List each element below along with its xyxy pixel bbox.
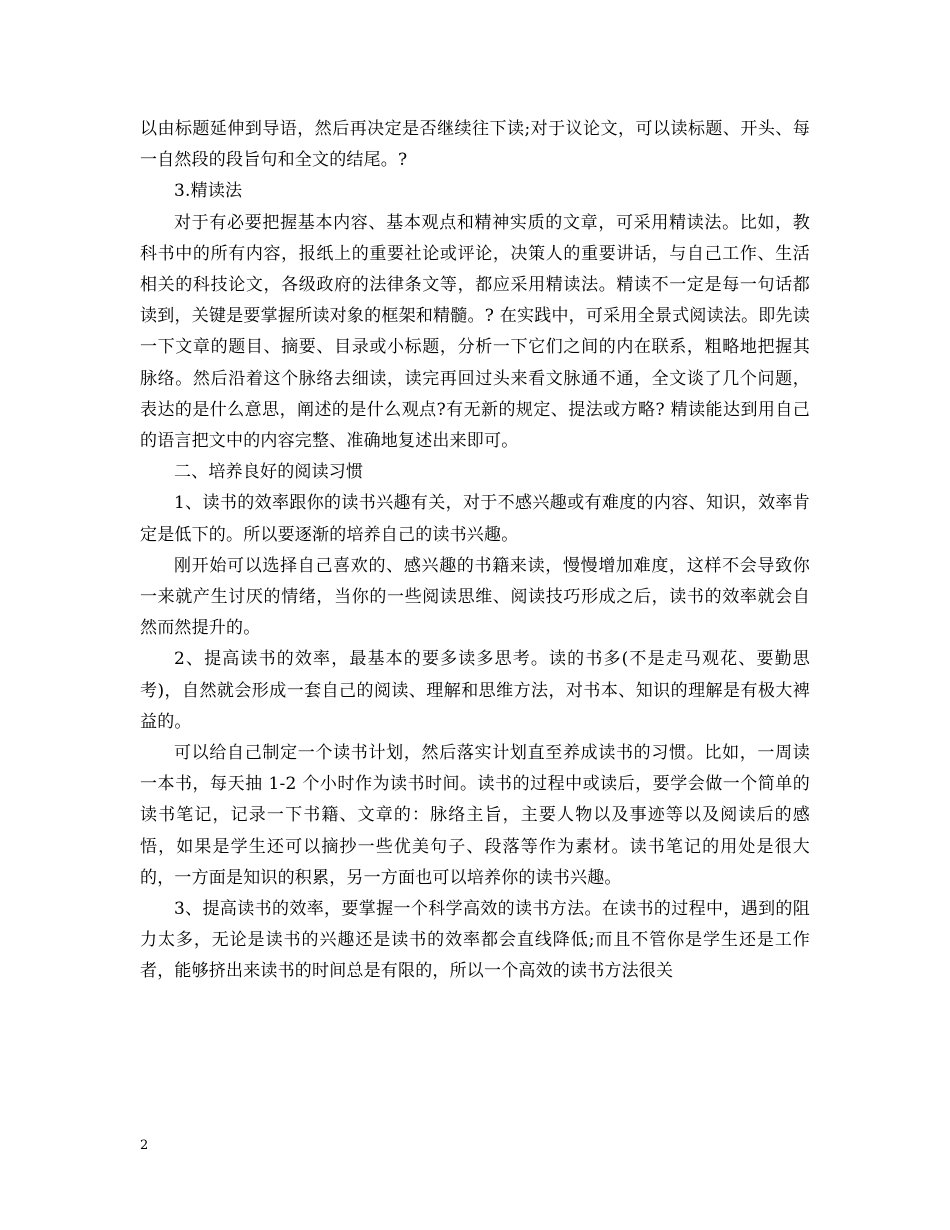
paragraph-continuation: 以由标题延伸到导语，然后再决定是否继续往下读;对于议论文，可以读标题、开头、每一自然段的段旨句和全文的结尾。? [140,119,810,171]
page-number: 2 [140,1138,149,1153]
paragraph-start-reading: 刚开始可以选择自己喜欢的、感兴趣的书籍来读，慢慢增加难度，这样不会导致你一来就产生讨厌的情绪，当你的一些阅读思维、阅读技巧形成之后，读书的效率就会自然而然提升的。 [140,555,810,639]
paragraph-reading-method: 3、提高读书的效率，要掌握一个科学高效的读书方法。在读书的过程中，遇到的阻力太多，无论是读书的兴趣还是读书的效率都会直线降低;而且不管你是学生还是工作者，能够挤出来读书的时间总是有限的，所以一个高效的读书方法很关 [140,899,810,982]
paragraph-intensive-reading: 对于有必要把握基本内容、基本观点和精神实质的文章，可采用精读法。比如，教科书中的所有内容，报纸上的重要社论或评论，决策人的重要讲话，与自己工作、生活相关的科技论文，各级政府的法律条文等，都应采用精读法。精读不一定是每一句话都读到，关键是要掌握所读对象的框架和精髓。? 在实践中，可采用全景式阅读法。即先读一下文章的题目、摘要、目录或小标题，分析一下它们之间的内在联系，粗略地把握其脉络。然后沿着这个脉络去细读，读完再回过头来看文脉通不通，全文谈了几个问题，表达的是什么意思，阐述的是什么观点?有无新的规定、提法或方略? 精读能达到用自己的语言把文中的内容完整、准确地复述出来即可。 [140,212,810,452]
paragraph-read-and-think: 2、提高读书的效率，最基本的要多读多思考。读的书多(不是走马观花、要勤思考)，自然就会形成一套自己的阅读、理解和思维方法，对书本、知识的理解是有极大裨益的。 [140,649,810,732]
section-heading-reading-habits: 二、培养良好的阅读习惯 [174,462,364,483]
paragraph-reading-plan: 可以给自己制定一个读书计划，然后落实计划直至养成读书的习惯。比如，一周读一本书，每天抽 1-2 个小时作为读书时间。读书的过程中或读后，要学会做一个简单的读书笔记，记录一下书籍、文章的：脉络主旨，主要人物以及事迹等以及阅读后的感悟，如果是学生还可以摘抄一些优美句子、段落等作为素材。读书笔记的用处是很大的，一方面是知识的积累，另一方面也可以培养你的读书兴趣。 [140,743,810,888]
paragraph-interest: 1、读书的效率跟你的读书兴趣有关，对于不感兴趣或有难度的内容、知识，效率肯定是低下的。所以要逐渐的培养自己的读书兴趣。 [140,493,810,545]
section-heading-intensive-reading: 3.精读法 [174,181,243,202]
document-body [140,114,810,988]
